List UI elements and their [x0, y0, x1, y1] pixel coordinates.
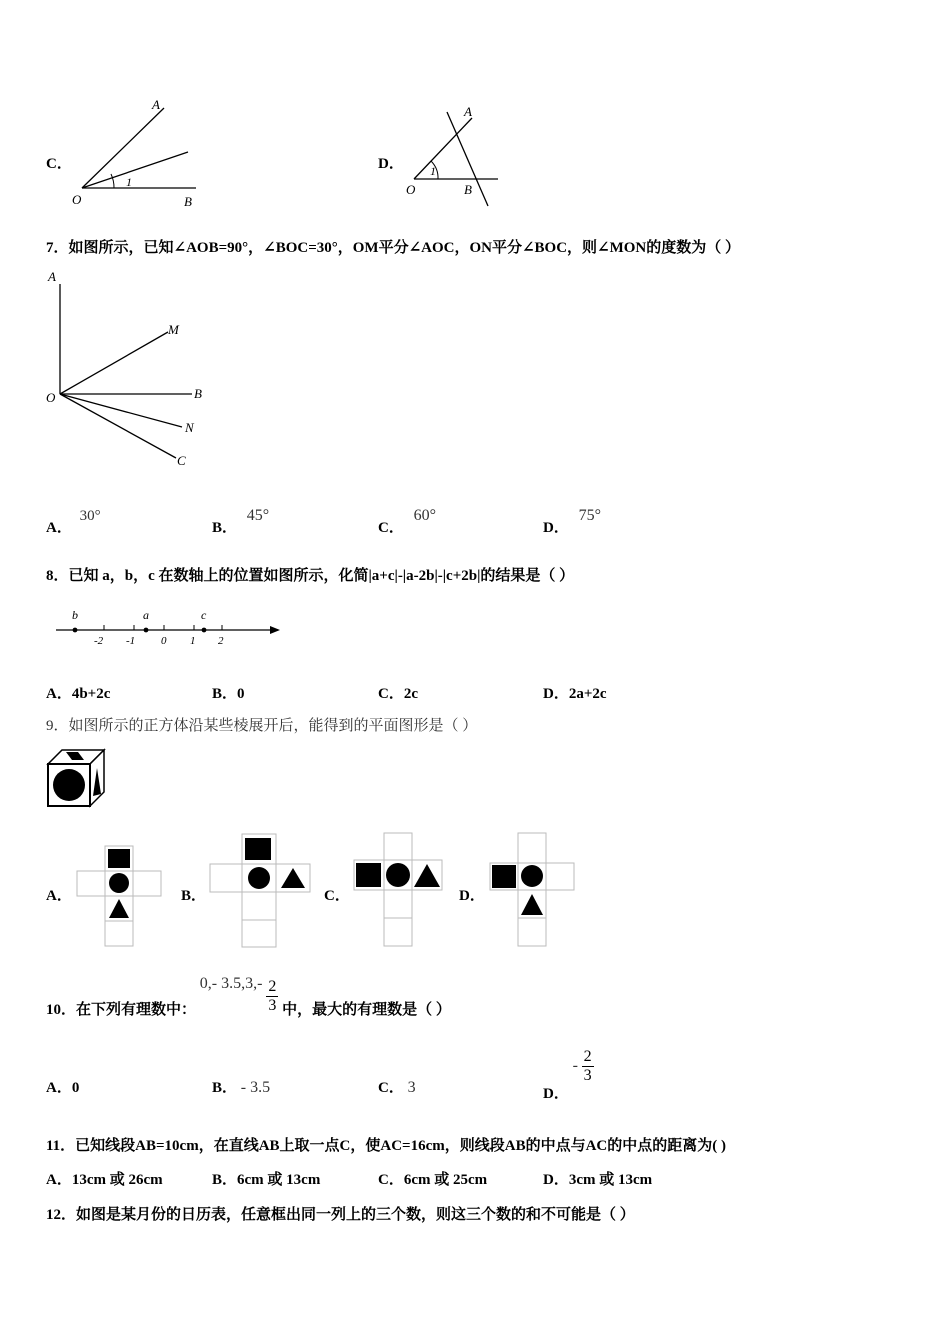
q7-option-c [378, 507, 436, 537]
fig-c-label-a: A [152, 97, 160, 112]
q10-option-c-value: 3 [407, 1079, 416, 1096]
q8-option-a [46, 682, 110, 703]
q10-numbers: 0,- 3.5,3,- [199, 974, 267, 992]
square-icon [492, 865, 516, 888]
q11-option-c-label: C． [378, 1172, 404, 1188]
q8-option-d [543, 682, 607, 703]
q7-label-b: B [194, 386, 202, 401]
q8-option-c-label: C． [378, 686, 404, 702]
q7-option-a [46, 508, 101, 537]
q8-tick-label: 0 [161, 635, 167, 647]
q10-option-d-den: 3 [583, 1067, 592, 1084]
q7-label-n: N [185, 420, 194, 435]
q8-option-d-label: D． [543, 686, 569, 702]
fig-c-label-b: B [184, 194, 192, 209]
q11-option-c-value: 6cm 或 25cm [403, 1172, 488, 1188]
q11-option-d-value: 3cm 或 13cm [568, 1172, 653, 1188]
circle-icon [248, 867, 270, 889]
q6-option-c-figure [66, 96, 206, 212]
square-icon [245, 838, 271, 860]
q11-option-b [212, 1168, 320, 1189]
q11-option-b-label: B． [212, 1172, 238, 1188]
q9-option-a-label: A． [46, 888, 72, 904]
q10-option-c [378, 1076, 416, 1097]
fig-c-label-1: 1 [126, 175, 132, 189]
q8-tick-label: -1 [126, 635, 136, 647]
q9-option-d-label: D． [459, 888, 485, 904]
q9-option-a-net [72, 844, 166, 950]
q10-option-b-value: - 3.5 [240, 1079, 271, 1096]
q7-option-a-value: 30° [79, 508, 101, 524]
q7-label-o: O [46, 390, 56, 405]
q10-frac-num: 2 [268, 978, 277, 995]
q7-option-a-label: A． [46, 520, 72, 536]
q8-tick-label: -2 [94, 635, 104, 647]
q7-label-a: A [48, 269, 56, 284]
circle-face-icon [53, 769, 85, 801]
q7-option-d-label: D． [543, 520, 569, 536]
q10-option-d-sign: - [572, 1056, 578, 1074]
q10-suffix: 中，最大的有理数是（ ） [282, 1001, 451, 1018]
q9-option-c-net [350, 830, 446, 950]
q12-text: 12．如图是某月份的日历表，任意框出同一列上的三个数，则这三个数的和不可能是（ ） [46, 1207, 635, 1223]
q8-point-c: c [201, 608, 207, 622]
q7-option-b-label: B． [212, 520, 238, 536]
q8-point-b: b [72, 608, 78, 622]
q10-option-b [212, 1076, 270, 1097]
q9-option-b-label: B． [181, 888, 207, 904]
q8-option-a-value: 4b+2c [71, 686, 111, 702]
q11-option-a-value: 13cm 或 26cm [71, 1172, 163, 1188]
q7-label-c: C [177, 453, 186, 468]
q10-option-d-num: 2 [583, 1048, 592, 1065]
q9-text: 9．如图所示的正方体沿某些棱展开后，能得到的平面图形是（ ） [46, 718, 478, 734]
q7-option-c-label: C． [378, 520, 404, 536]
q7-option-b [212, 507, 270, 537]
fig-d-label-o: O [406, 182, 416, 197]
q10-option-d-fraction [582, 1048, 594, 1085]
q10-option-d-label: D． [543, 1085, 569, 1102]
q10-option-a [46, 1076, 79, 1097]
q10-option-c-label: C． [378, 1080, 404, 1096]
q10-option-a-label: A． [46, 1080, 72, 1096]
q7-option-d-value: 75° [578, 507, 601, 524]
q9-option-c-label: C． [324, 888, 350, 904]
q8-tick-label: 1 [190, 635, 196, 647]
square-icon [108, 849, 130, 868]
q8-point-a: a [143, 608, 149, 622]
square-icon [356, 863, 381, 887]
q9-option-b-net [206, 832, 314, 950]
q11-option-c [378, 1168, 487, 1189]
q7-figure [40, 266, 220, 476]
q9-cube-figure [44, 746, 108, 808]
q9-option-d-net [486, 830, 580, 950]
q8-tick-label: 2 [218, 635, 224, 647]
q8-option-c-value: 2c [403, 686, 419, 702]
circle-icon [521, 865, 543, 887]
q10-option-a-value: 0 [71, 1080, 80, 1096]
q10-option-d [543, 1048, 594, 1102]
fig-c-label-o: O [72, 192, 82, 207]
q6-option-d-label: D． [378, 156, 404, 172]
fig-d-label-a: A [464, 104, 472, 119]
q11-option-a [46, 1168, 163, 1189]
fig-d-label-b: B [464, 182, 472, 197]
q7-option-c-value: 60° [413, 507, 436, 524]
q8-option-a-label: A． [46, 686, 72, 702]
q7-option-b-value: 45° [246, 507, 270, 524]
q10-fraction [266, 978, 278, 1015]
q10-option-b-label: B． [212, 1080, 238, 1096]
circle-icon [109, 873, 129, 893]
q10-text [46, 966, 451, 1018]
q8-number-line [50, 606, 290, 650]
q7-option-d [543, 507, 601, 537]
q8-option-b-value: 0 [237, 686, 245, 702]
q11-option-d-label: D． [543, 1172, 569, 1188]
q10-frac-den: 3 [268, 997, 277, 1014]
q8-option-b-label: B． [212, 686, 238, 702]
q8-option-b [212, 682, 245, 703]
q7-text: 7．如图所示，已知∠AOB=90°，∠BOC=30°，OM平分∠AOC，ON平分∠BOC，则∠MON的度数为（ ） [46, 240, 741, 256]
q6-option-c-label: C． [46, 156, 72, 172]
q11-text: 11．已知线段AB=10cm，在直线AB上取一点C，使AC=16cm，则线段AB的中点与AC的中点的距离为( ) [46, 1138, 726, 1154]
q10-prefix: 10．在下列有理数中： [46, 1001, 197, 1018]
q7-label-m: M [168, 322, 179, 337]
q6-option-d-figure [400, 102, 510, 212]
q11-option-d [543, 1168, 652, 1189]
q8-text: 8．已知 a，b，c 在数轴上的位置如图所示，化简|a+c|-|a-2b|-|c+2b|的结果是（ ） [46, 568, 575, 584]
q11-option-b-value: 6cm 或 13cm [237, 1172, 321, 1188]
q8-option-c [378, 682, 418, 703]
circle-icon [386, 863, 410, 887]
q11-option-a-label: A． [46, 1172, 72, 1188]
fig-d-label-1: 1 [430, 164, 436, 178]
q8-option-d-value: 2a+2c [568, 686, 607, 702]
